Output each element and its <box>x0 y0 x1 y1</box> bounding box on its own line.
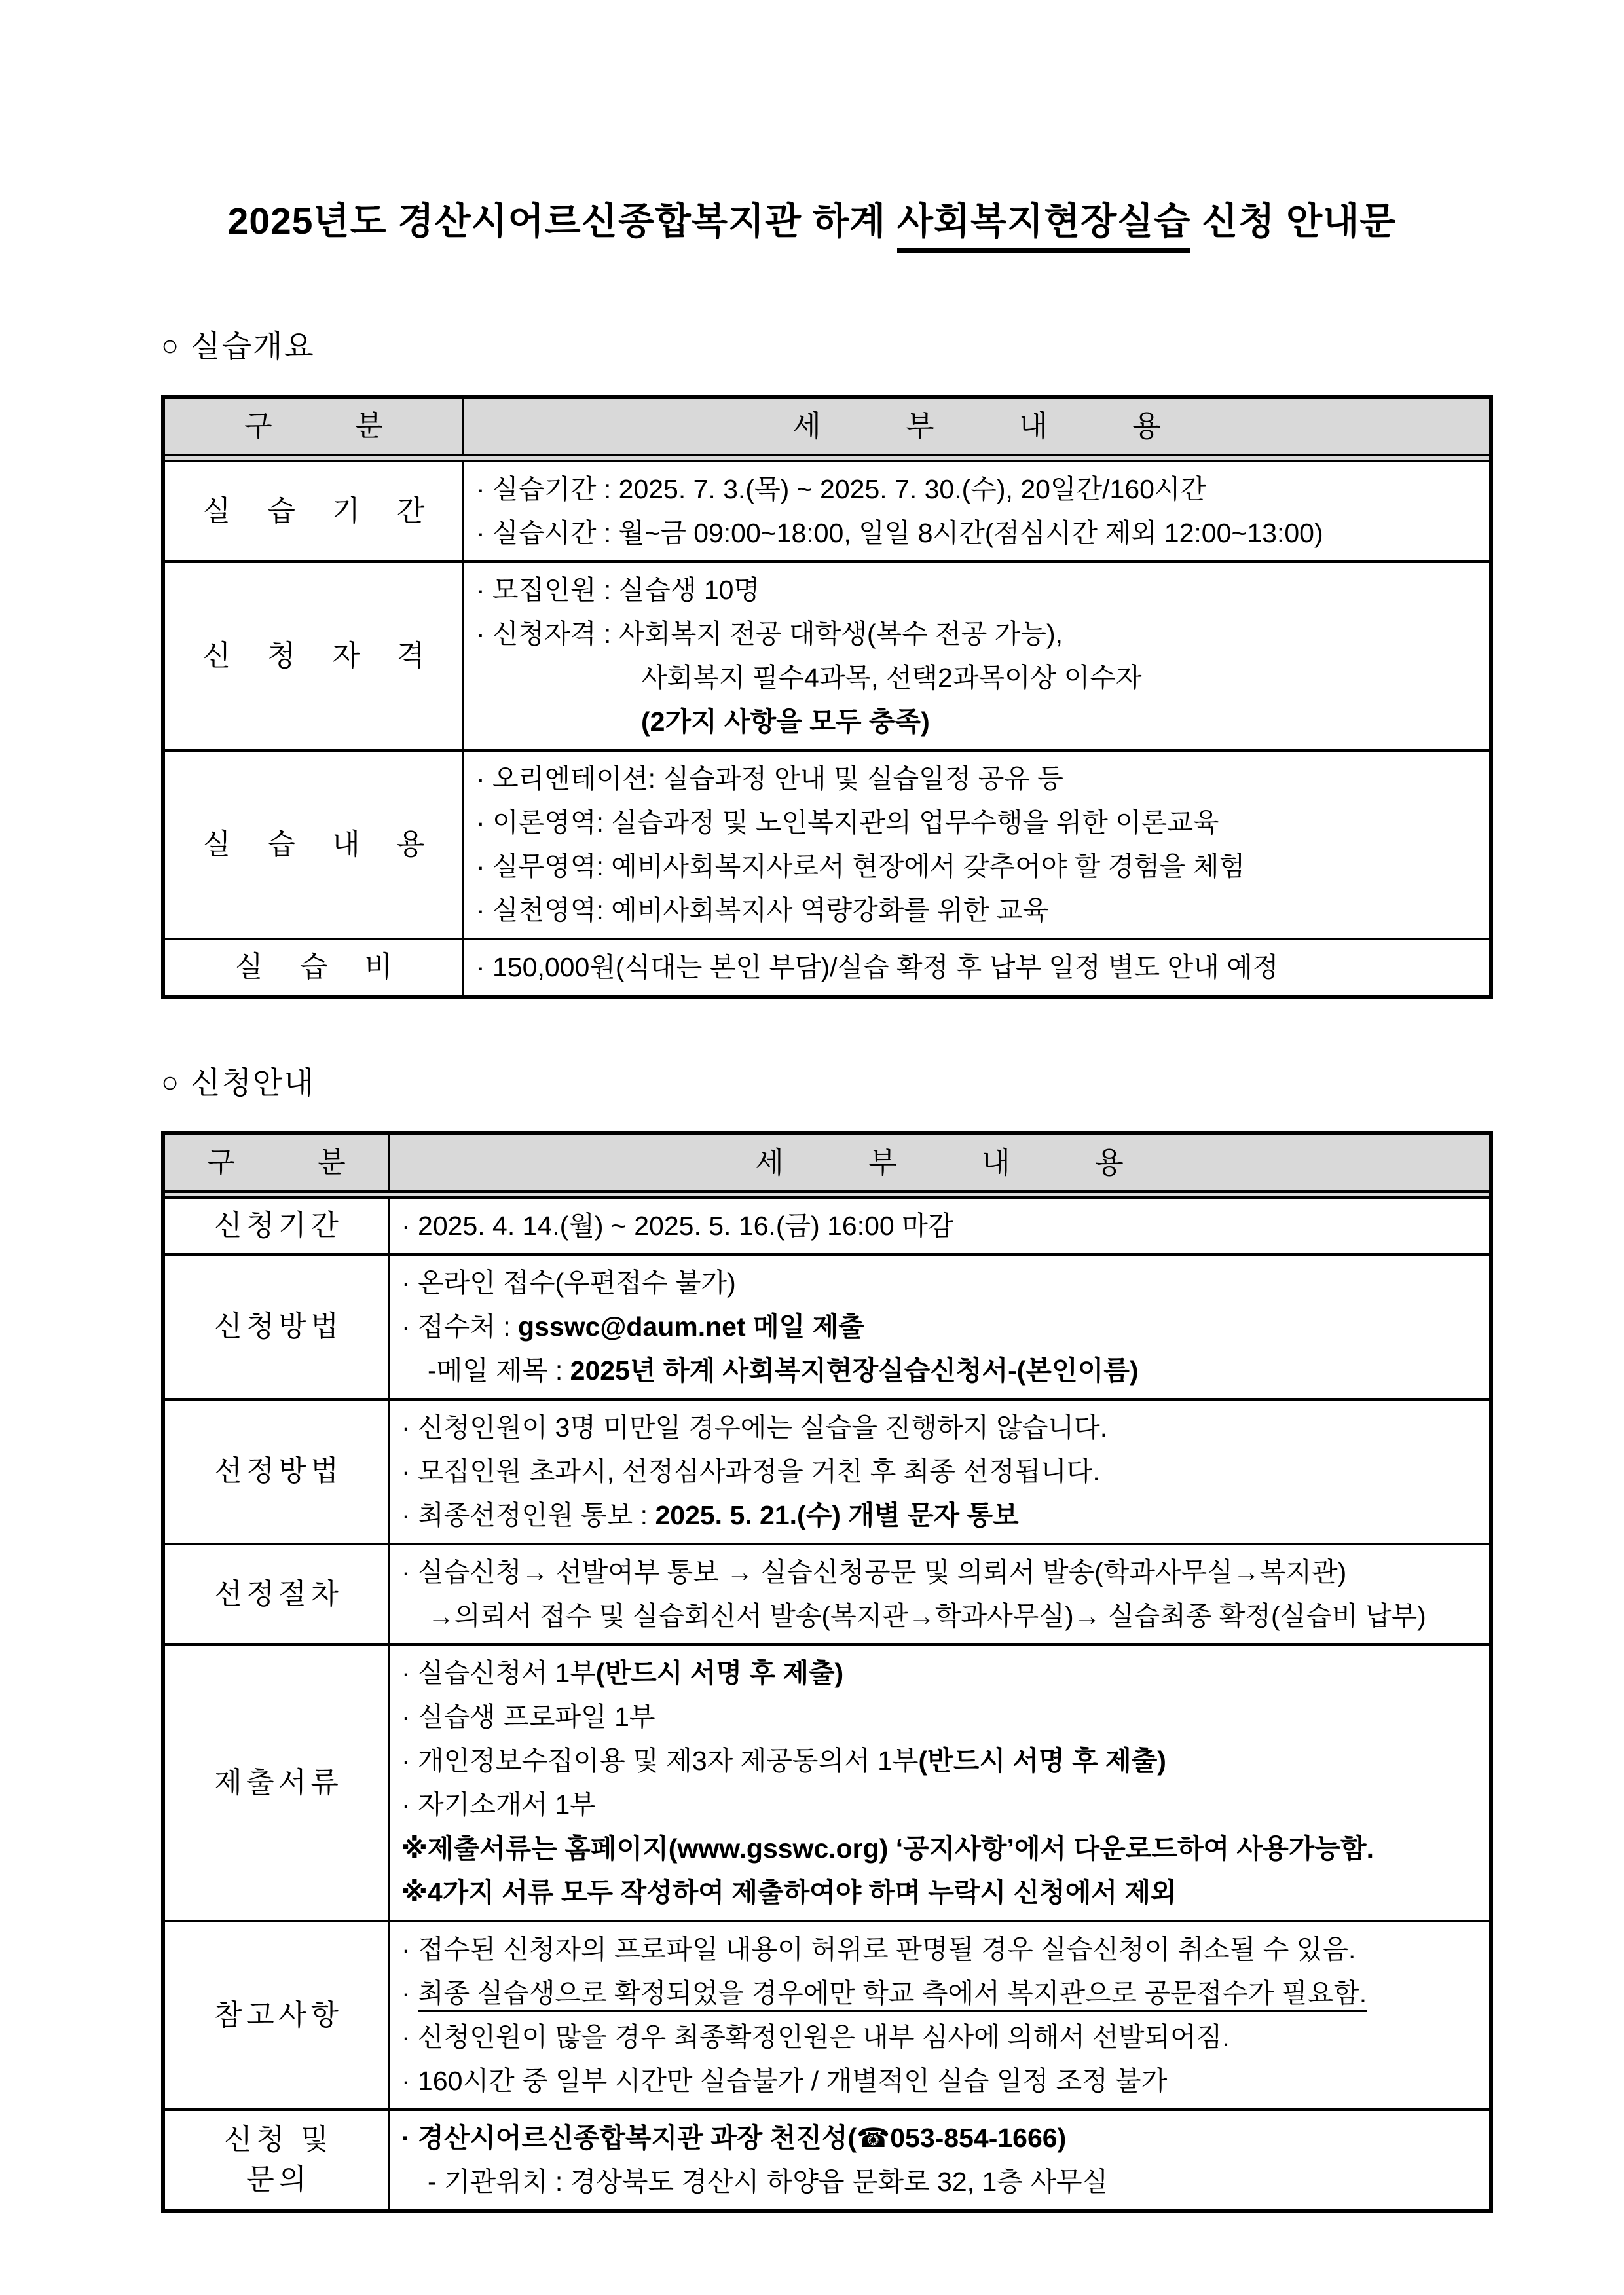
row-label-cell <box>165 1922 390 2108</box>
section-heading-overview <box>161 322 1624 366</box>
header-cell-category: 구 분 <box>165 1135 390 1190</box>
content-line <box>476 612 1489 656</box>
header-cell-category: 구 분 <box>165 399 464 454</box>
content-text: · 실습생 프로파일 1부 <box>401 1702 655 1732</box>
row-content-cell <box>390 1646 1489 1920</box>
content-line <box>401 1204 1489 1248</box>
row-label-cell <box>165 462 464 560</box>
content-bold-text: 2025년 하계 사회복지현장실습신청서-(본인이름) <box>570 1355 1139 1386</box>
row-content-cell <box>390 1256 1489 1398</box>
table-row <box>165 1398 1489 1543</box>
content-line <box>401 1261 1489 1305</box>
row-label-cell <box>165 1401 390 1543</box>
table-row <box>165 1920 1489 2108</box>
table-header-row <box>165 399 1489 462</box>
title-text: 2025년도 경산시어르신종합복지관 하계 <box>227 200 897 242</box>
content-line <box>401 1349 1489 1393</box>
content-underlined-text: 최종 실습생으로 확정되었을 경우에만 학교 측에서 복지관으로 공문접수가 필요함. <box>418 1978 1367 2008</box>
row-label-text: 문의 <box>246 2163 311 2196</box>
row-content-cell <box>464 752 1489 938</box>
section-heading-apply <box>161 1059 1624 1103</box>
row-label-text: 실 습 내 용 <box>202 828 439 860</box>
table-row <box>165 560 1489 749</box>
row-content-cell <box>390 1401 1489 1543</box>
content-bold-text: (반드시 서명 후 제출) <box>595 1658 844 1688</box>
content-text: · 실무영역: 예비사회복지사로서 현장에서 갖추어야 할 경험을 체험 <box>476 851 1246 881</box>
table-row <box>165 1253 1489 1398</box>
table-row <box>165 938 1489 995</box>
content-text: · 신청인원이 3명 미만일 경우에는 실습을 진행하지 않습니다. <box>401 1412 1108 1442</box>
content-text: · 160시간 중 일부 시간만 실습불가 / 개별적인 실습 일정 조정 불가 <box>401 2066 1168 2096</box>
row-label-cell <box>165 563 464 749</box>
apply-table <box>161 1131 1493 2213</box>
content-text: · 150,000원(식대는 본인 부담)/실습 확정 후 납부 일정 별도 안내 예정 <box>476 952 1279 982</box>
content-text: · 접수처 : <box>401 1312 519 1342</box>
content-line <box>476 889 1489 932</box>
content-line <box>401 1494 1489 1537</box>
table-row <box>165 2108 1489 2209</box>
row-content-cell <box>464 563 1489 749</box>
content-line <box>401 2059 1489 2103</box>
content-line <box>476 757 1489 801</box>
content-line <box>401 1739 1489 1783</box>
table-header-row <box>165 1135 1489 1199</box>
content-line <box>401 1871 1489 1915</box>
row-content-cell <box>390 1545 1489 1643</box>
title-suffix-text: 신청 안내문 <box>1190 200 1397 242</box>
table-row <box>165 1199 1489 1253</box>
circle-bullet-icon: ○ <box>161 1065 181 1099</box>
row-label-text: 신 청 자 격 <box>202 639 439 672</box>
content-bold-text: gsswc@daum.net 메일 제출 <box>518 1312 864 1342</box>
content-line <box>476 568 1489 612</box>
row-label-cell <box>165 1199 390 1253</box>
content-text: · 실습시간 : 월~금 09:00~18:00, 일일 8시간(점심시간 제외 12:00~13:00) <box>476 518 1323 548</box>
row-content-cell <box>464 462 1489 560</box>
content-line <box>401 1594 1489 1638</box>
content-text: · 2025. 4. 14.(월) ~ 2025. 5. 16.(금) 16:00 마감 <box>401 1211 954 1241</box>
content-text: · 온라인 접수(우편접수 불가) <box>401 1268 736 1298</box>
section-heading-text: 신청안내 <box>191 1065 315 1100</box>
content-text: · 개인정보수집이용 및 제3자 제공동의서 1부 <box>401 1746 919 1776</box>
content-bold-text: · 경산시어르신종합복지관 과장 천진성(☎053-854-1666) <box>401 2123 1067 2153</box>
content-line <box>476 656 1489 700</box>
content-line <box>401 1972 1489 2015</box>
row-label-cell <box>165 1646 390 1920</box>
content-bold-text: (반드시 서명 후 제출) <box>918 1746 1166 1776</box>
row-label-text: 실 습 비 <box>235 951 407 983</box>
content-text: · 실습신청서 1부 <box>401 1658 596 1688</box>
content-line <box>401 1406 1489 1450</box>
row-label-text: 선정절차 <box>214 1577 343 1610</box>
content-text: · 이론영역: 실습과정 및 노인복지관의 업무수행을 위한 이론교육 <box>476 807 1219 837</box>
content-text: · 모집인원 : 실습생 10명 <box>476 575 760 605</box>
content-line <box>401 1928 1489 1972</box>
content-text: · 모집인원 초과시, 선정심사과정을 거친 후 최종 선정됩니다. <box>401 1456 1100 1486</box>
content-line <box>476 468 1489 511</box>
content-text: - 기관위치 : 경상북도 경산시 하양읍 문화로 32, 1층 사무실 <box>428 2167 1109 2197</box>
content-line <box>401 2160 1489 2204</box>
content-bold-text: (2가지 사항을 모두 충족) <box>641 707 930 737</box>
content-text: · <box>401 1978 418 2008</box>
content-text: · 최종선정인원 통보 : <box>401 1500 655 1530</box>
row-content-cell <box>464 940 1489 995</box>
content-line <box>476 845 1489 889</box>
row-label-text: 신청기간 <box>214 1209 343 1242</box>
table-row <box>165 749 1489 938</box>
content-line <box>401 2015 1489 2059</box>
row-label-text: 참고사항 <box>214 1998 343 2031</box>
content-bold-text: 2025. 5. 21.(수) 개별 문자 통보 <box>655 1500 1019 1530</box>
content-text: →의뢰서 접수 및 실습회신서 발송(복지관→학과사무실)→ 실습최종 확정(실습비 납부) <box>428 1601 1426 1631</box>
content-text: · 오리엔테이션: 실습과정 안내 및 실습일정 공유 등 <box>476 763 1063 794</box>
content-line <box>401 1651 1489 1695</box>
content-line <box>476 700 1489 744</box>
row-label-cell <box>165 1545 390 1643</box>
content-line <box>401 1695 1489 1739</box>
row-content-cell <box>390 2111 1489 2209</box>
table-row <box>165 1643 1489 1920</box>
row-content-cell <box>390 1199 1489 1253</box>
content-text: · 신청자격 : 사회복지 전공 대학생(복수 전공 가능), <box>476 619 1063 649</box>
header-cell-details: 세 부 내 용 <box>755 1146 1162 1179</box>
content-line <box>476 511 1489 555</box>
content-text: -메일 제목 : <box>428 1355 570 1386</box>
header-cell-details: 세 부 내 용 <box>792 409 1200 443</box>
content-line <box>401 1551 1489 1594</box>
content-line <box>401 2116 1489 2160</box>
content-line <box>476 801 1489 845</box>
content-line <box>476 946 1489 989</box>
row-label-text: 신청방법 <box>214 1310 343 1343</box>
row-label-text: 실 습 기 간 <box>202 494 439 527</box>
content-line <box>401 1450 1489 1494</box>
row-label-text: 신청 및 <box>224 2123 333 2156</box>
content-text: · 실천영역: 예비사회복지사 역량강화를 위한 교육 <box>476 895 1049 925</box>
row-content-cell <box>390 1922 1489 2108</box>
row-label-cell <box>165 1256 390 1398</box>
row-label-cell <box>165 752 464 938</box>
document-title <box>0 0 1624 245</box>
content-text: · 실습기간 : 2025. 7. 3.(목) ~ 2025. 7. 30.(수), 20일간/160시간 <box>476 474 1207 504</box>
content-text: · 실습신청→ 선발여부 통보 → 실습신청공문 및 의뢰서 발송(학과사무실→복지관) <box>401 1557 1347 1587</box>
content-text: · 자기소개서 1부 <box>401 1790 596 1820</box>
content-line <box>401 1783 1489 1827</box>
content-text: · 신청인원이 많을 경우 최종확정인원은 내부 심사에 의해서 선발되어짐. <box>401 2022 1230 2052</box>
overview-table <box>161 395 1493 999</box>
row-label-cell <box>165 940 464 995</box>
content-bold-text: ※제출서류는 홈페이지(www.gsswc.org) ‘공지사항’에서 다운로드하여 사용가능함. <box>401 1833 1374 1864</box>
content-bold-text: ※4가지 서류 모두 작성하여 제출하여야 하며 누락시 신청에서 제외 <box>401 1877 1177 1907</box>
title-underlined-text: 사회복지현장실습 <box>897 200 1191 253</box>
section-heading-text: 실습개요 <box>191 329 315 363</box>
row-label-text: 선정방법 <box>214 1455 343 1488</box>
circle-bullet-icon: ○ <box>161 329 181 362</box>
content-text: · 접수된 신청자의 프로파일 내용이 허위로 판명될 경우 실습신청이 취소될 수 있음. <box>401 1934 1356 1964</box>
row-label-text: 제출서류 <box>214 1766 343 1799</box>
content-line <box>401 1827 1489 1871</box>
table-row <box>165 1543 1489 1643</box>
content-text: 사회복지 필수4과목, 선택2과목이상 이수자 <box>641 663 1142 693</box>
content-line <box>401 1305 1489 1349</box>
row-label-cell <box>165 2111 390 2209</box>
table-row <box>165 462 1489 560</box>
